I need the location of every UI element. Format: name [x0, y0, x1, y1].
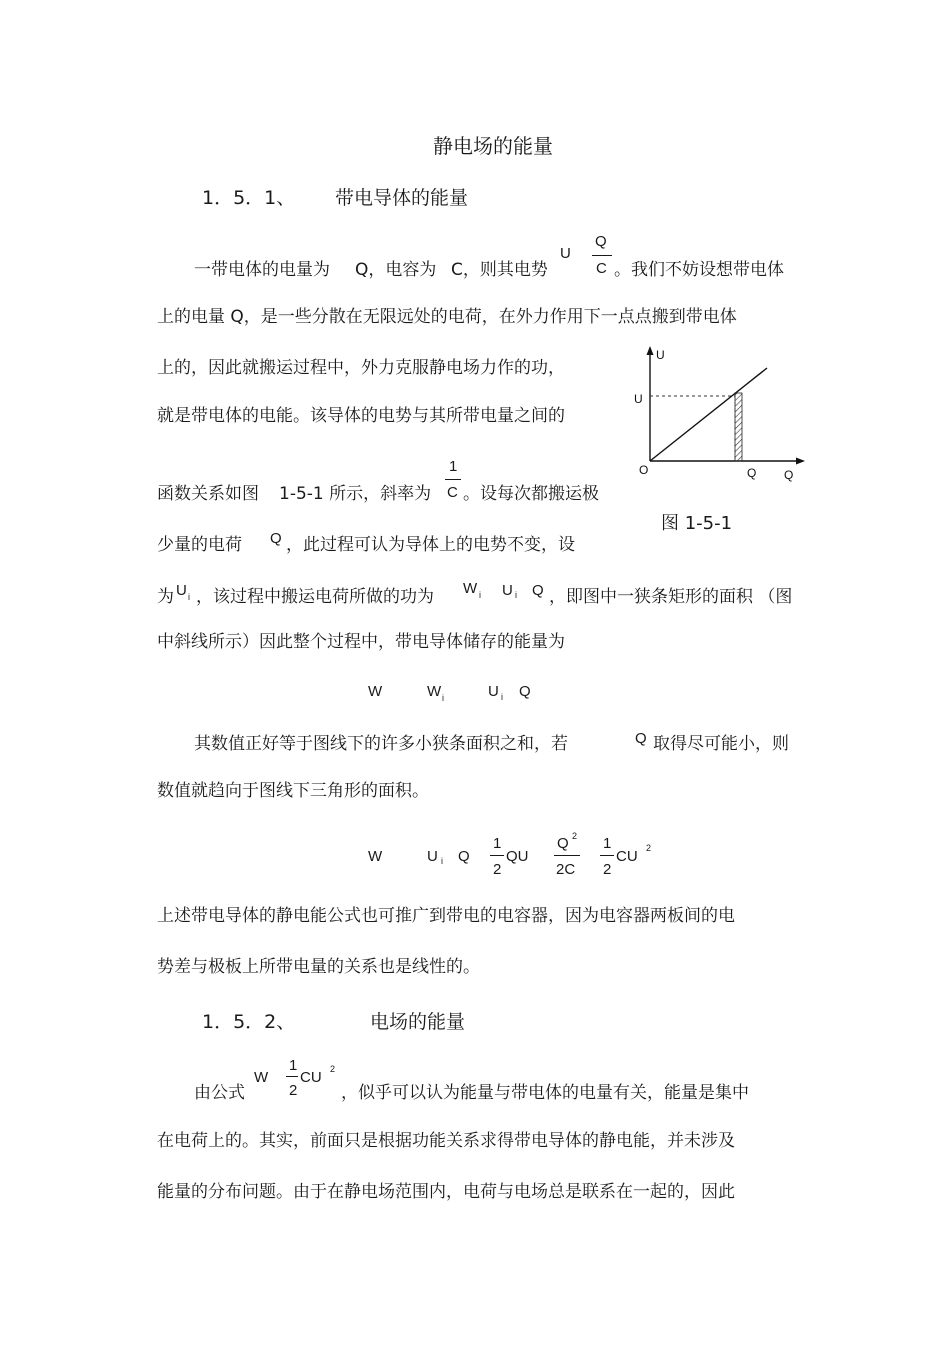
hatched-strip [735, 393, 742, 461]
equation-symbol: Q [458, 848, 470, 865]
equation-symbol: CU [616, 848, 638, 865]
para1-text: C，则其电势 [451, 260, 548, 280]
para1-text: Q，电容为 [355, 260, 437, 280]
para1-text: 中斜线所示）因此整个过程中，带电导体储存的能量为 [157, 632, 565, 652]
equation-subscript: i [441, 856, 443, 866]
para1-text: 少量的电荷 [157, 535, 242, 555]
equation-symbol: W [368, 848, 383, 865]
fraction-bar [286, 1076, 298, 1077]
para4-text: 能量的分布问题。由于在静电场范围内，电荷与电场总是联系在一起的，因此 [157, 1182, 735, 1202]
math-symbol: 1 [449, 458, 458, 475]
para1-text: 函数关系如图 [157, 484, 259, 504]
fraction-bar [490, 855, 504, 856]
page-title: 静电场的能量 [433, 134, 553, 158]
para3-text: 势差与极板上所带电量的关系也是线性的。 [157, 957, 480, 977]
math-symbol: Q [595, 233, 607, 250]
math-symbol: 2 [289, 1082, 298, 1099]
para1-text: 。设每次都搬运极 [463, 484, 599, 504]
section-heading: 电场的能量 [370, 1011, 466, 1033]
equation-symbol: Q [519, 683, 531, 700]
math-symbol: C [447, 484, 458, 501]
math-symbol: 1 [289, 1057, 298, 1074]
para1-text: 上的，因此就搬运过程中，外力克服静电场力作的功， [157, 358, 565, 378]
equation-symbol: 1 [603, 835, 612, 852]
para1-text: 。我们不妨设想带电体 [614, 260, 784, 280]
section-number: 1．5．1、 [202, 187, 296, 209]
equation-symbol: U [427, 848, 438, 865]
equation-symbol: U [488, 683, 499, 700]
equation-symbol: Q [557, 835, 569, 852]
section-number: 1．5．2、 [202, 1011, 296, 1033]
math-symbol: Q [635, 730, 647, 747]
para1-text: 1-5-1 所示，斜率为 [279, 484, 432, 504]
equation-symbol: 2 [493, 861, 502, 878]
para2-text: 其数值正好等于图线下的许多小狭条面积之和，若 [194, 734, 568, 754]
para2-text: 数值就趋向于图线下三角形的面积。 [157, 781, 429, 801]
math-symbol: U [560, 245, 571, 262]
x-axis-label: Q [784, 468, 794, 482]
para1-text: 为 [157, 587, 174, 607]
math-superscript: 2 [330, 1064, 336, 1074]
para2-text: 取得尽可能小，则 [653, 734, 789, 754]
fraction-bar [445, 479, 461, 480]
math-symbol: U [176, 582, 187, 599]
equation-subscript: i [501, 692, 503, 702]
equation-symbol: 2 [603, 861, 612, 878]
equation-symbol: W [368, 683, 383, 700]
u-value-label: U [634, 392, 643, 406]
section-heading: 带电导体的能量 [335, 187, 469, 209]
y-axis-label: U [656, 348, 665, 362]
para1-text: 一带电体的电量为 [194, 260, 330, 280]
math-subscript: i [188, 592, 190, 602]
math-symbol: C [596, 260, 607, 277]
equation-symbol: 1 [493, 835, 502, 852]
q-value-label: Q [747, 466, 757, 480]
figure-caption: 图 1-5-1 [661, 513, 733, 534]
origin-label: O [639, 463, 649, 477]
para4-text: 由公式 [194, 1083, 245, 1103]
para3-text: 上述带电导体的静电能公式也可推广到带电的电容器，因为电容器两板间的电 [157, 906, 735, 926]
equation-symbol: QU [506, 848, 529, 865]
para1-text: ，该过程中搬运电荷所做的功为 [196, 587, 434, 607]
equation-symbol: W [427, 683, 442, 700]
para1-text: ，即图中一狭条矩形的面积 （图 [549, 587, 793, 607]
math-symbol: Q [532, 582, 544, 599]
x-axis-arrow-icon [796, 458, 805, 465]
fraction-bar [600, 855, 614, 856]
math-subscript: i [515, 590, 517, 600]
fraction-bar [554, 855, 580, 856]
fraction-bar [592, 255, 612, 256]
math-subscript: i [479, 590, 481, 600]
equation-superscript: 2 [646, 843, 652, 853]
para1-text: 就是带电体的电能。该导体的电势与其所带电量之间的 [157, 406, 565, 426]
u-q-line [650, 368, 767, 461]
equation-subscript: i [442, 693, 444, 703]
para4-text: 在电荷上的。其实，前面只是根据功能关系求得带电导体的静电能，并未涉及 [157, 1131, 735, 1151]
y-axis-arrow-icon [647, 346, 654, 355]
math-symbol: CU [300, 1069, 322, 1086]
equation-superscript: 2 [572, 831, 578, 841]
math-symbol: U [502, 582, 513, 599]
equation-symbol: 2C [556, 861, 576, 878]
figure-1-5-1 [620, 340, 820, 500]
para1-text: 上的电量 Q，是一些分散在无限远处的电荷，在外力作用下一点点搬到带电体 [157, 307, 737, 327]
para1-text: ，此过程可认为导体上的电势不变，设 [286, 535, 575, 555]
math-symbol: Q [270, 530, 282, 547]
math-symbol: W [463, 580, 478, 597]
math-symbol: W [254, 1069, 269, 1086]
para4-text: ，似乎可以认为能量与带电体的电量有关，能量是集中 [341, 1083, 749, 1103]
